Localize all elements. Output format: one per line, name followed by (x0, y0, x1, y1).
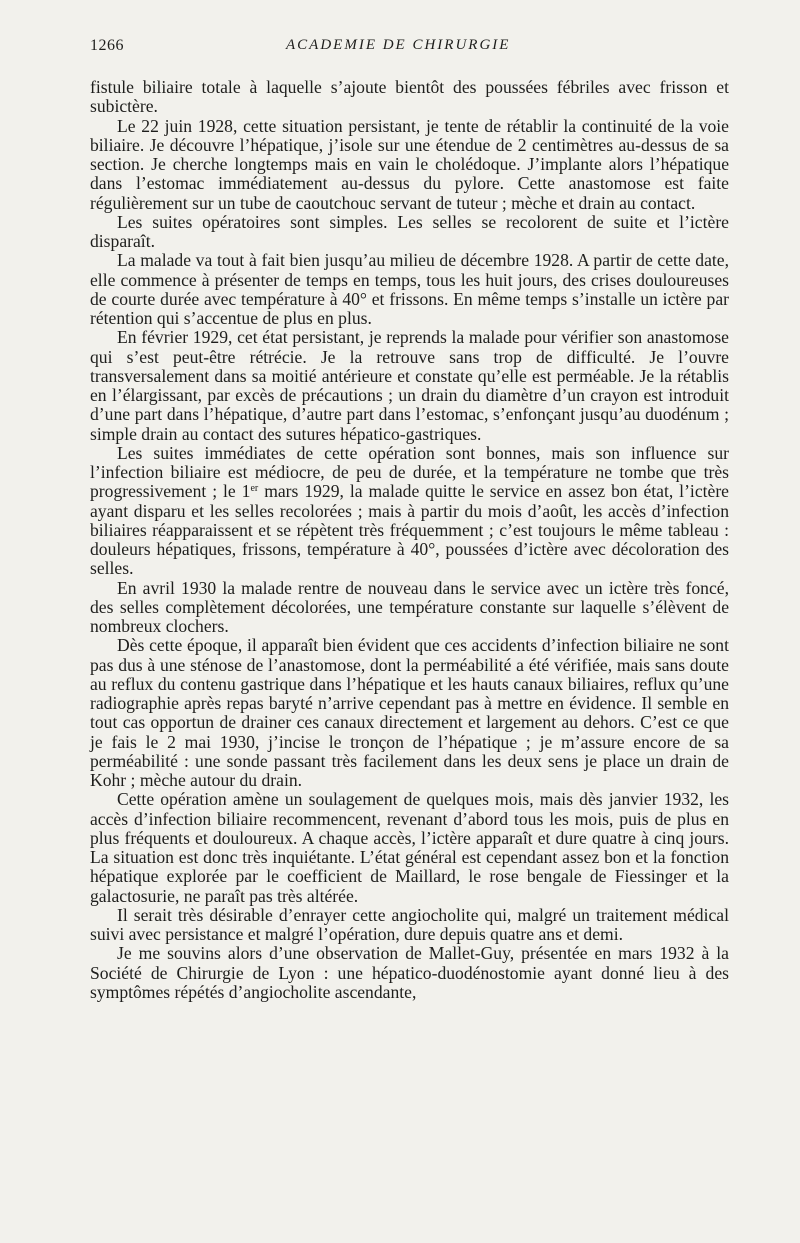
superscript-er: er (250, 483, 259, 495)
article-body (90, 78, 729, 1002)
page-header (90, 37, 730, 57)
paragraph-immediate-suites (90, 444, 729, 579)
paragraph-april-1930: En avril 1930 la malade rentre de nouveau dans le service avec un ictère très foncé, des selles complètement décolorées, une température constante sur laquelle s’élèvent de nombreux clochers. (90, 577, 729, 636)
page-number: 1266 (90, 37, 124, 54)
paragraph-reflux-hypothesis: Dès cette époque, il apparaît bien évident que ces accidents d’infection biliaire ne sont pas dus à une sténose de l’anastomose, dont la perméabilité a été vérifiée, mais sans doute au reflux du contenu gastrique dans l’hépatique et les hauts canaux biliaires, reflux qu’une radiographie après repas baryté n’arrive cependant pas à mettre en évidence. Il semble en tout cas opportun de drainer ces canaux directement et largement au dehors. C’est ce que je fais le 2 mai 1930, j’incise le tronçon de l’hépatique ; je m’assure encore de sa perméabilité : une sonde passant très facilement dans les deux sens je place un drain de Kohr ; mèche autour du drain. (90, 635, 729, 790)
paragraph-june-1928-operation: Le 22 juin 1928, cette situation persistant, je tente de rétablir la continuité de la voie biliaire. Je découvre l’hépatique, j’isole sur une étendue de 2 centimètres au-dessus de sa section. Je cherche longtemps mais en vain le cholédoque. J’implante alors l’hépatique dans l’estomac immédiatement au-dessus du pylore. Cette anastomose est faite régulièrement sur un tube de caoutchouc servant de tuteur ; mèche et drain au contact. (90, 115, 729, 213)
paragraph-immediate-suites-part-2: mars 1929, la malade quitte le service en assez bon état, l’ictère ayant disparu et les selles recolorées ; mais à partir du mois d’août, les accès d’infection biliaires réapparaissent et se répètent très fréquemment ; c’est toujours le même tableau : douleurs hépatiques, frissons, température à 40°, poussées d’ictère avec décoloration des selles. (90, 481, 729, 579)
running-head: ACADEMIE DE CHIRURGIE (286, 37, 511, 53)
paragraph-immediate-suites-part-1: Les suites immédiates de cette opération sont bonnes, mais son influence sur l’infection biliaire est médiocre, de peu de durée, et la température ne tombe que très progressivement ; le 1 (90, 442, 729, 502)
paragraph-december-1928: La malade va tout à fait bien jusqu’au milieu de décembre 1928. A partir de cette date, elle commence à présenter de temps en temps, tous les huit jours, des crises douloureuses de courte durée avec température à 40° et frissons. En même temps s’installe un ictère par rétention qui s’accentue de plus en plus. (90, 250, 729, 328)
paragraph-1932-relapse: Cette opération amène un soulagement de quelques mois, mais dès janvier 1932, les accès d’infection biliaire recommencent, revenant d’abord tous les mois, puis de plus en plus fréquents et douloureux. A chaque accès, l’ictère apparaît et dure quatre à cinq jours. La situation est donc très inquiétante. L’état général est cependant assez bon et la fonction hépatique explorée par le coefficient de Maillard, le rose bengale de Fiessinger et la galactosurie, ne paraît pas très altérée. (90, 789, 729, 906)
paragraph-february-1929: En février 1929, cet état persistant, je reprends la malade pour vérifier son anastomose qui s’est peut-être rétrécie. Je la retrouve sans trop de difficulté. Je l’ouvre transversalement dans sa moitié antérieure et constate qu’elle est perméable. Je la rétablis en l’élargissant, par excès de précautions ; un drain du diamètre d’un crayon est introduit d’une part dans l’hépatique, d’autre part dans l’estomac, s’enfonçant jusqu’au duodénum ; simple drain au contact des sutures hépatico-gastriques. (90, 327, 729, 444)
paragraph-continuation: fistule biliaire totale à laquelle s’ajoute bientôt des poussées fébriles avec frisson et subictère. (90, 77, 729, 117)
paragraph-mallet-guy: Je me souvins alors d’une observation de Mallet-Guy, présentée en mars 1932 à la Société de Chirurgie de Lyon : une hépatico-duodénostomie ayant donné lieu à des symptômes répétés d’angiocholite ascendante, (90, 943, 729, 1002)
paragraph-desire-to-stop: Il serait très désirable d’enrayer cette angiocholite qui, malgré un traitement médical suivi avec persistance et malgré l’opération, dure depuis quatre ans et demi. (90, 904, 729, 944)
paragraph-postoperative-course: Les suites opératoires sont simples. Les selles se recolorent de suite et l’ictère disparaît. (90, 211, 729, 251)
